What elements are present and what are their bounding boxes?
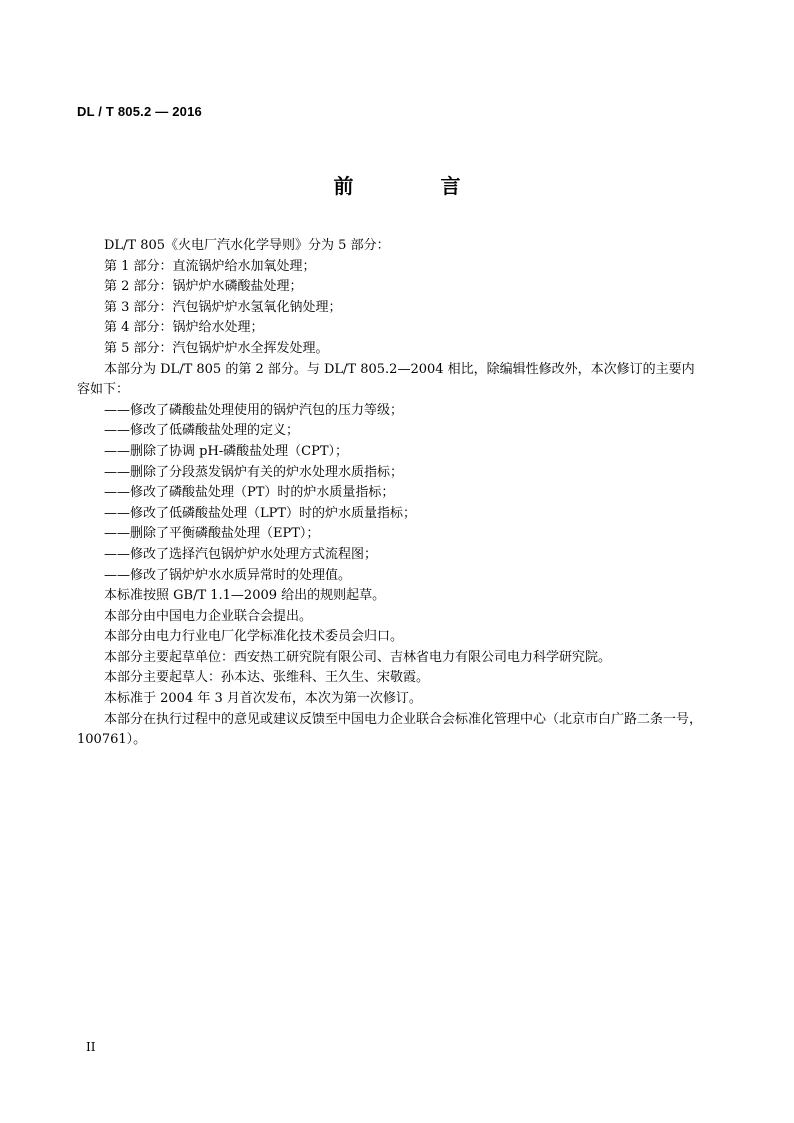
paragraph-feedback: 本部分在执行过程中的意见或建议反馈至中国电力企业联合会标准化管理中心（北京市白广路二条一号，100761）。 [77,711,703,748]
paragraph-part-5: 第 5 部分：汽包锅炉炉水全挥发处理。 [104,340,329,356]
paragraph-intro: DL/T 805《火电厂汽水化学导则》分为 5 部分： [104,238,390,253]
paragraph-drafting-units: 本部分主要起草单位：西安热工研究院有限公司、吉林省电力有限公司电力科学研究院。 [104,649,612,665]
paragraph-part-1: 第 1 部分：直流锅炉给水加氧处理； [104,258,316,274]
revision-item: ——删除了分段蒸发锅炉有关的炉水处理水质指标； [104,464,404,480]
paragraph-publication-history: 本标准于 2004 年 3 月首次发布，本次为第一次修订。 [104,691,422,707]
revision-item: ——修改了低磷酸盐处理（LPT）时的炉水质量指标； [104,505,417,521]
revision-item: ——删除了协调 pH-磷酸盐处理（CPT）； [104,443,349,459]
paragraph-revision-summary: 本部分为 DL/T 805 的第 2 部分。与 DL/T 805.2—2004 相比，除编辑性修改外，本次修订的主要内容如下： [77,361,695,398]
paragraph-drafting-rules: 本标准按照 GB/T 1.1—2009 给出的规则起草。 [104,588,386,604]
revision-item: ——删除了平衡磷酸盐处理（EPT）； [104,526,320,542]
revision-item: ——修改了选择汽包锅炉炉水处理方式流程图； [104,546,378,562]
paragraph-managed-by: 本部分由电力行业电厂化学标准化技术委员会归口。 [104,629,404,645]
paragraph-proposed-by: 本部分由中国电力企业联合会提出。 [104,608,313,624]
paragraph-part-4: 第 4 部分：锅炉给水处理； [104,320,264,336]
revision-item: ——修改了磷酸盐处理使用的锅炉汽包的压力等级； [104,402,404,418]
revision-item: ——修改了锅炉炉水水质异常时的处理值。 [104,567,352,583]
page-title: 前 言 [333,174,501,198]
paragraph-part-3: 第 3 部分：汽包锅炉炉水氢氧化钠处理； [104,299,342,315]
paragraph-part-2: 第 2 部分：锅炉炉水磷酸盐处理； [104,279,303,295]
revision-item: ——修改了磷酸盐处理（PT）时的炉水质量指标； [104,485,395,501]
page-number: II [86,1040,96,1054]
revision-item: ——修改了低磷酸盐处理的定义； [104,423,300,439]
document-header-standard-number: DL / T 805.2 — 2016 [77,104,202,119]
paragraph-drafters: 本部分主要起草人：孙本达、张维科、王久生、宋敬霞。 [104,670,430,686]
foreword-body [77,236,707,751]
